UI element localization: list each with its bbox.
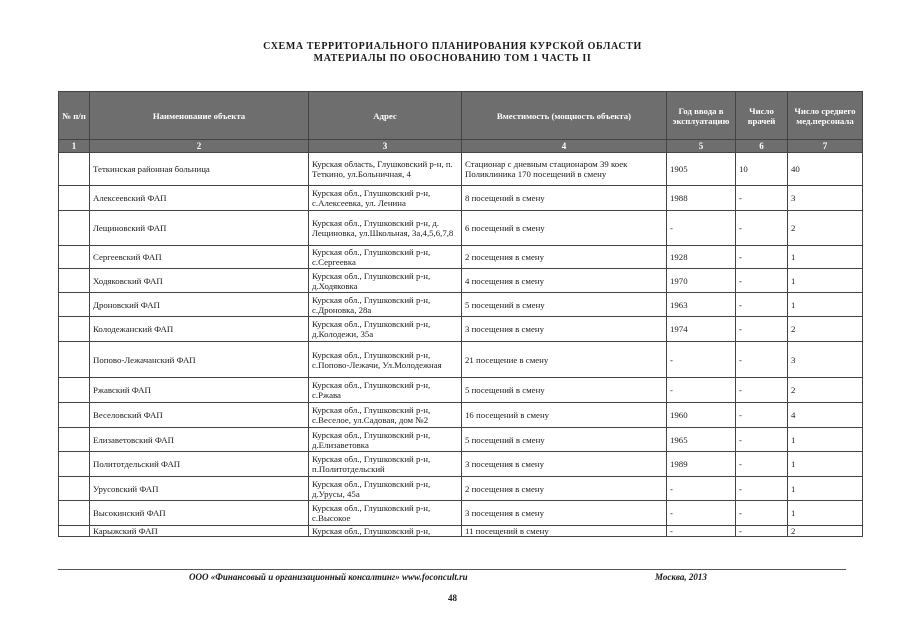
facility-staff: 1	[788, 246, 863, 269]
facility-capacity: 5 посещений в смену	[462, 378, 667, 403]
facility-address: Курская обл., Глушковский р-н, д. Лещиновка, ул.Школьная, 3а,4,5,6,7,8	[309, 211, 462, 246]
table-row	[59, 378, 863, 403]
facility-capacity: 3 посещения в смену	[462, 317, 667, 342]
facility-year: 1988	[667, 186, 736, 211]
facility-doctors: -	[736, 211, 788, 246]
column-number: 3	[309, 140, 462, 153]
table-row	[59, 317, 863, 342]
facility-staff: 1	[788, 452, 863, 477]
facility-year: 1965	[667, 428, 736, 452]
document-title-line1: СХЕМА ТЕРРИТОРИАЛЬНОГО ПЛАНИРОВАНИЯ КУРСКОЙ ОБЛАСТИ	[263, 41, 642, 52]
facility-year: -	[667, 342, 736, 378]
facility-address: Курская обл., Глушковский р-н, с.Алексеевка, ул. Ленина	[309, 186, 462, 211]
column-number-row	[59, 140, 863, 153]
facility-doctors: -	[736, 293, 788, 317]
row-number	[59, 501, 90, 526]
table-row	[59, 269, 863, 293]
facility-name: Теткинская районная больница	[90, 153, 309, 186]
facility-doctors: -	[736, 342, 788, 378]
column-number: 4	[462, 140, 667, 153]
facility-capacity: 21 посещение в смену	[462, 342, 667, 378]
facility-staff: 1	[788, 501, 863, 526]
facility-doctors: -	[736, 269, 788, 293]
facility-year: 1928	[667, 246, 736, 269]
column-header-address: Адрес	[309, 92, 462, 140]
table-row	[59, 477, 863, 501]
facility-name: Лещиновский ФАП	[90, 211, 309, 246]
facility-staff: 2	[788, 526, 863, 537]
column-header-number: № п/п	[59, 92, 90, 140]
facility-capacity: 2 посещения в смену	[462, 246, 667, 269]
facility-capacity: 6 посещений в смену	[462, 211, 667, 246]
column-header-doctors: Число врачей	[736, 92, 788, 140]
facility-staff: 1	[788, 293, 863, 317]
table-header-row	[59, 92, 863, 140]
facility-doctors: -	[736, 428, 788, 452]
facility-name: Ржавский ФАП	[90, 378, 309, 403]
facility-address: Курская обл., Глушковский р-н, с.Сергеевка	[309, 246, 462, 269]
row-number	[59, 342, 90, 378]
facility-staff: 3	[788, 186, 863, 211]
row-number	[59, 526, 90, 537]
facility-name: Высокинский ФАП	[90, 501, 309, 526]
facility-staff: 2	[788, 378, 863, 403]
column-number: 7	[788, 140, 863, 153]
facility-staff: 1	[788, 477, 863, 501]
facility-year: -	[667, 526, 736, 537]
facility-address: Курская обл., Глушковский р-н, с.Веселое, ул.Садовая, дом №2	[309, 403, 462, 428]
facilities-table	[58, 91, 863, 537]
facility-capacity: Стационар с дневным стационаром 39 коек Поликлиника 170 посещений в смену	[462, 153, 667, 186]
facility-doctors: -	[736, 317, 788, 342]
facility-name: Попово-Лежачанский ФАП	[90, 342, 309, 378]
row-number	[59, 211, 90, 246]
facility-capacity: 2 посещения в смену	[462, 477, 667, 501]
column-header-name: Наименование объекта	[90, 92, 309, 140]
facility-year: -	[667, 211, 736, 246]
table-row	[59, 501, 863, 526]
table-row	[59, 246, 863, 269]
facility-year: 1963	[667, 293, 736, 317]
row-number	[59, 293, 90, 317]
table-row	[59, 153, 863, 186]
facility-address: Курская обл., Глушковский р-н, с.Ржава	[309, 378, 462, 403]
facility-address: Курская обл., Глушковский р-н, д.Урусы, 45а	[309, 477, 462, 501]
table-row	[59, 526, 863, 537]
facility-name: Елизаветовский ФАП	[90, 428, 309, 452]
facility-staff: 2	[788, 317, 863, 342]
facility-address: Курская обл., Глушковский р-н, д.Елизаветовка	[309, 428, 462, 452]
facility-name: Политотдельский ФАП	[90, 452, 309, 477]
facility-name: Веселовский ФАП	[90, 403, 309, 428]
facility-doctors: -	[736, 501, 788, 526]
row-number	[59, 452, 90, 477]
row-number	[59, 186, 90, 211]
footer-city-year: Москва, 2013	[655, 572, 707, 582]
document-title-line2: МАТЕРИАЛЫ ПО ОБОСНОВАНИЮ ТОМ 1 ЧАСТЬ II	[313, 53, 592, 64]
row-number	[59, 428, 90, 452]
facility-capacity: 11 посещений в смену	[462, 526, 667, 537]
facility-doctors: -	[736, 477, 788, 501]
table-row	[59, 428, 863, 452]
column-number: 5	[667, 140, 736, 153]
facility-year: 1960	[667, 403, 736, 428]
footer-divider	[58, 569, 846, 570]
facility-capacity: 5 посещений в смену	[462, 428, 667, 452]
facility-staff: 3	[788, 342, 863, 378]
facility-doctors: -	[736, 403, 788, 428]
facility-capacity: 3 посещения в смену	[462, 452, 667, 477]
facility-year: 1970	[667, 269, 736, 293]
table-row	[59, 186, 863, 211]
facility-address: Курская обл., Глушковский р-н, п.Политотдельский	[309, 452, 462, 477]
facility-year: -	[667, 477, 736, 501]
facility-address: Курская обл., Глушковский р-н, с.Попово-Лежачи, Ул.Молодежная	[309, 342, 462, 378]
row-number	[59, 403, 90, 428]
facility-staff: 1	[788, 428, 863, 452]
facility-name: Алексеевский ФАП	[90, 186, 309, 211]
row-number	[59, 477, 90, 501]
facility-staff: 1	[788, 269, 863, 293]
facility-doctors: -	[736, 246, 788, 269]
column-number: 2	[90, 140, 309, 153]
table-row	[59, 293, 863, 317]
facility-capacity: 4 посещения в смену	[462, 269, 667, 293]
facility-name: Дроновский ФАП	[90, 293, 309, 317]
column-number: 6	[736, 140, 788, 153]
facility-address: Курская обл., Глушковский р-н, д.Колодежи, 35а	[309, 317, 462, 342]
table-row	[59, 211, 863, 246]
facility-doctors: -	[736, 452, 788, 477]
facility-capacity: 5 посещений в смену	[462, 293, 667, 317]
facility-year: 1905	[667, 153, 736, 186]
facility-name: Урусовский ФАП	[90, 477, 309, 501]
facility-doctors: -	[736, 186, 788, 211]
row-number	[59, 246, 90, 269]
row-number	[59, 153, 90, 186]
facility-doctors: -	[736, 526, 788, 537]
facility-doctors: 10	[736, 153, 788, 186]
column-header-staff: Число среднего мед.персонала	[788, 92, 863, 140]
row-number	[59, 317, 90, 342]
facility-name: Ходяковский ФАП	[90, 269, 309, 293]
facility-capacity: 8 посещений в смену	[462, 186, 667, 211]
column-number: 1	[59, 140, 90, 153]
facility-doctors: -	[736, 378, 788, 403]
facility-year: -	[667, 501, 736, 526]
facility-staff: 4	[788, 403, 863, 428]
facility-capacity: 3 посещения в смену	[462, 501, 667, 526]
footer-company: ООО «Финансовый и организационный консалтинг» www.foconcult.ru	[189, 572, 468, 582]
row-number	[59, 269, 90, 293]
facility-staff: 40	[788, 153, 863, 186]
facility-address: Курская обл., Глушковский р-н, с.Высокое	[309, 501, 462, 526]
facility-address: Курская область, Глушковский р-н, п. Теткино, ул.Больничная, 4	[309, 153, 462, 186]
facility-year: 1989	[667, 452, 736, 477]
column-header-capacity: Вместимость (мощность объекта)	[462, 92, 667, 140]
facility-address: Курская обл., Глушковский р-н, д.Ходяковка	[309, 269, 462, 293]
facility-name: Сергеевский ФАП	[90, 246, 309, 269]
table-row	[59, 342, 863, 378]
page-number: 48	[448, 593, 457, 603]
facility-year: 1974	[667, 317, 736, 342]
facility-year: -	[667, 378, 736, 403]
table-row	[59, 452, 863, 477]
facility-capacity: 16 посещений в смену	[462, 403, 667, 428]
column-header-year: Год ввода в эксплуатацию	[667, 92, 736, 140]
facility-address: Курская обл., Глушковский р-н, с.Дроновка, 28а	[309, 293, 462, 317]
row-number	[59, 378, 90, 403]
facility-staff: 2	[788, 211, 863, 246]
table-row	[59, 403, 863, 428]
facility-name: Карыжский ФАП	[90, 526, 309, 537]
facility-name: Колодежанский ФАП	[90, 317, 309, 342]
facility-address: Курская обл., Глушковский р-н,	[309, 526, 462, 537]
